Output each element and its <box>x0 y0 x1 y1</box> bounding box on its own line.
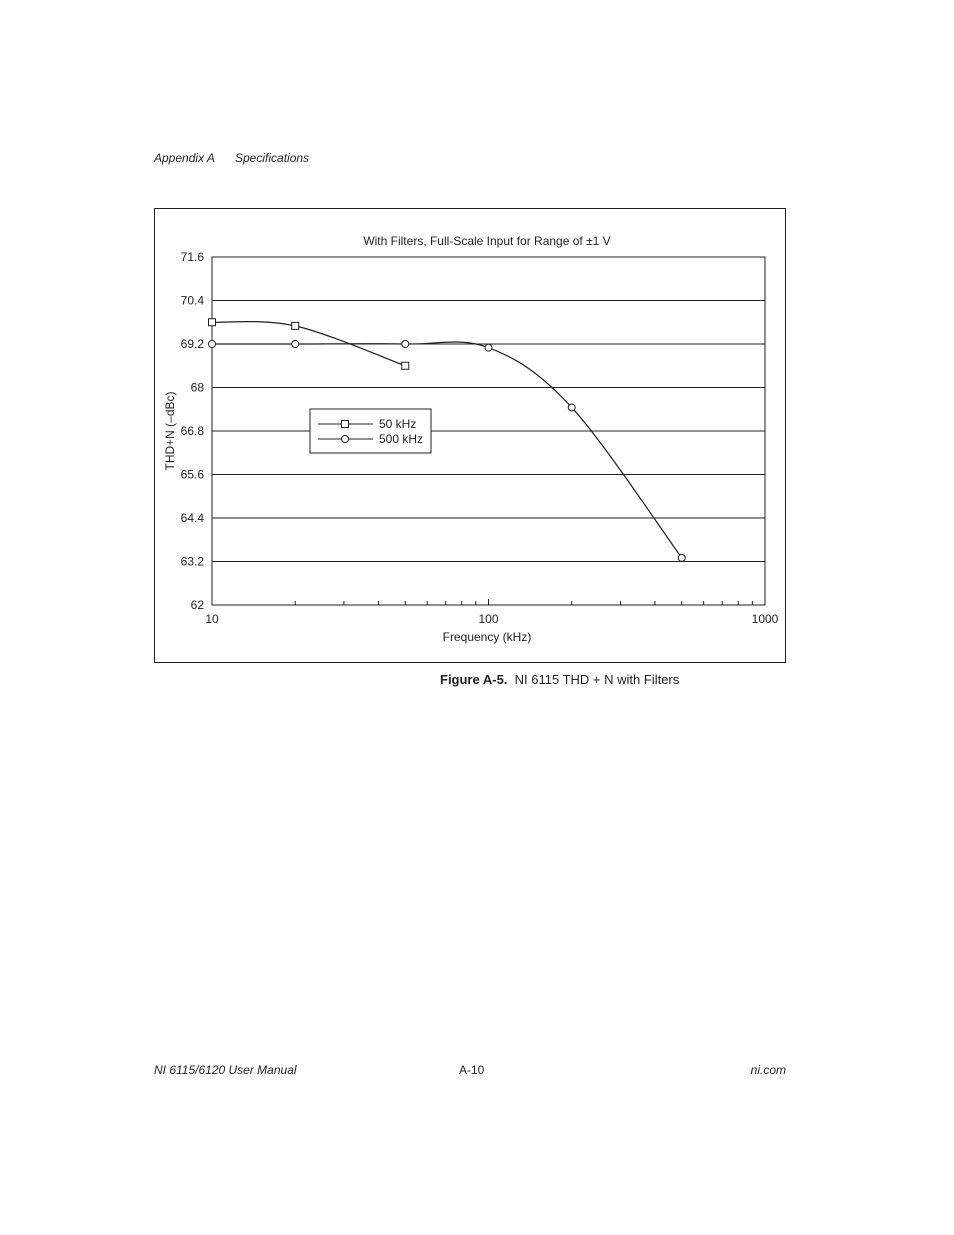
figure-frame <box>154 208 786 663</box>
data-point-circle <box>485 344 492 351</box>
grid-lines <box>212 257 765 605</box>
y-tick-label: 65.6 <box>180 467 204 482</box>
chart-title: With Filters, Full-Scale Input for Range of ±1 V <box>363 234 611 248</box>
legend-square-marker <box>342 421 349 428</box>
legend-label-50khz: 50 kHz <box>379 417 417 431</box>
series-group <box>209 319 686 562</box>
y-tick-label: 71.6 <box>180 250 204 264</box>
y-tick-label: 66.8 <box>180 424 204 438</box>
figure-label: Figure A-5. <box>440 672 508 687</box>
footer-manual: NI 6115/6120 User Manual <box>154 1063 297 1077</box>
x-axis-label: Frequency (kHz) <box>442 630 532 644</box>
figure-caption-text: NI 6115 THD + N with Filters <box>514 672 680 687</box>
header-section: Specifications <box>235 151 310 165</box>
x-minor-ticks <box>212 599 765 605</box>
y-tick-label: 64.4 <box>180 511 204 525</box>
data-point-circle <box>678 554 685 561</box>
y-tick-label: 69.2 <box>180 337 204 351</box>
data-point-circle <box>402 341 409 348</box>
thd-chart <box>155 209 785 662</box>
x-tick-label: 1000 <box>751 612 779 626</box>
legend-box <box>310 409 431 453</box>
data-point-circle <box>209 341 216 348</box>
x-tick-label: 10 <box>205 612 219 626</box>
y-tick-label: 62 <box>190 598 204 612</box>
data-point-square <box>209 319 216 326</box>
y-tick-label: 68 <box>190 380 204 395</box>
data-point-circle <box>292 341 299 348</box>
figure-caption <box>440 672 679 687</box>
series-line-1 <box>212 342 682 558</box>
y-tick-label: 70.4 <box>180 293 204 308</box>
y-axis-label: THD+N (–dBc) <box>163 391 177 471</box>
header-appendix: Appendix A <box>154 151 215 165</box>
y-tick-label: 63.2 <box>180 554 204 569</box>
x-tick-labels <box>205 612 778 626</box>
legend-label-500khz: 500 kHz <box>379 432 424 446</box>
data-point-square <box>402 362 409 369</box>
legend <box>310 409 431 453</box>
data-point-circle <box>568 404 575 411</box>
y-tick-labels <box>181 250 205 612</box>
x-tick-label: 100 <box>478 612 499 626</box>
data-point-square <box>292 322 299 329</box>
legend-circle-marker <box>342 436 349 443</box>
footer-site: ni.com <box>750 1063 786 1077</box>
footer-page-number: A-10 <box>459 1063 485 1077</box>
